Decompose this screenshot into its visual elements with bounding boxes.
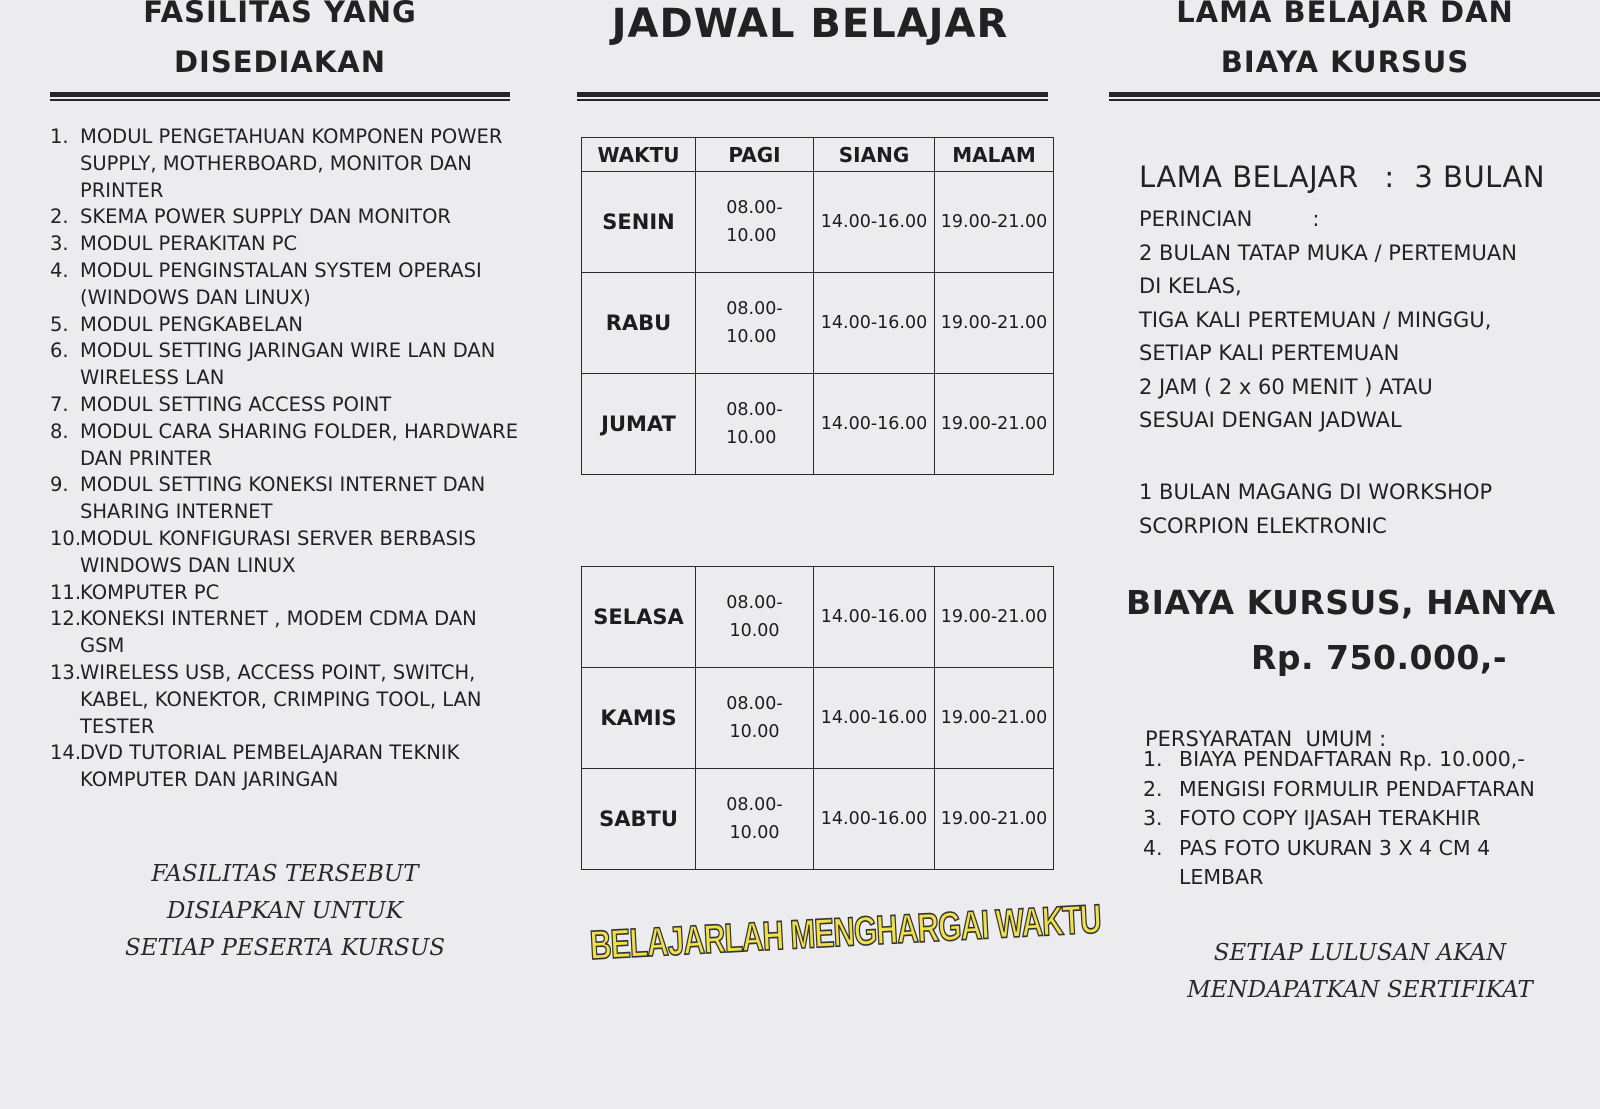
header-waktu: WAKTU <box>582 138 696 172</box>
day-cell: JUMAT <box>582 374 696 475</box>
pagi-cell: 08.00- 10.00 <box>696 668 814 769</box>
facilities-note <box>60 856 510 967</box>
detail-line: DI KELAS, <box>1139 274 1242 298</box>
siang-cell: 14.00-16.00 <box>814 273 935 374</box>
list-item: 10. MODUL KONFIGURASI SERVER BERBASIS WINDOWS DAN LINUX <box>50 526 477 577</box>
list-item: 1. BIAYA PENDAFTARAN Rp. 10.000,- <box>1143 747 1525 771</box>
fee-label: BIAYA KURSUS, HANYA <box>1126 583 1556 622</box>
header-pagi: PAGI <box>696 138 814 172</box>
malam-cell: 19.00-21.00 <box>935 668 1054 769</box>
table-header-row <box>582 138 1054 172</box>
list-item: 14. DVD TUTORIAL PEMBELAJARAN TEKNIK KOMPUTER DAN JARINGAN <box>50 741 460 792</box>
list-item: 3. FOTO COPY IJASAH TERAKHIR <box>1143 806 1481 830</box>
schedule-table-1 <box>581 137 1054 475</box>
day-cell: SABTU <box>582 769 696 870</box>
day-cell: SELASA <box>582 567 696 668</box>
siang-cell: 14.00-16.00 <box>814 668 935 769</box>
facilities-heading-line2: DISEDIAKAN <box>173 45 387 79</box>
list-item: 6. MODUL SETTING JARINGAN WIRE LAN DAN WIRELESS LAN <box>50 339 496 390</box>
list-item: 13. WIRELESS USB, ACCESS POINT, SWITCH, KABEL, KONEKTOR, CRIMPING TOOL, LAN TESTER <box>50 660 482 738</box>
malam-cell: 19.00-21.00 <box>935 769 1054 870</box>
siang-cell: 14.00-16.00 <box>814 374 935 475</box>
malam-cell: 19.00-21.00 <box>935 567 1054 668</box>
facilities-divider <box>50 92 510 97</box>
schedule-table-2 <box>581 566 1054 870</box>
list-item: 12. KONEKSI INTERNET , MODEM CDMA DAN GSM <box>50 607 477 658</box>
schedule-heading: JADWAL BELAJAR <box>611 1 1009 47</box>
siang-cell: 14.00-16.00 <box>814 172 935 273</box>
list-item: 2. SKEMA POWER SUPPLY DAN MONITOR <box>50 205 451 229</box>
duration-value: 3 BULAN <box>1414 160 1546 194</box>
day-cell: SENIN <box>582 172 696 273</box>
internship-line: SCORPION ELEKTRONIC <box>1139 513 1387 538</box>
malam-cell: 19.00-21.00 <box>935 172 1054 273</box>
internship-line: 1 BULAN MAGANG DI WORKSHOP <box>1139 480 1493 504</box>
malam-cell: 19.00-21.00 <box>935 273 1054 374</box>
duration-heading-line2: BIAYA KURSUS <box>1220 45 1470 79</box>
list-item: 11. KOMPUTER PC <box>50 580 220 604</box>
table-row <box>582 172 1054 273</box>
pagi-cell: 08.00- 10.00 <box>696 172 814 273</box>
table-row <box>582 374 1054 475</box>
list-item: 4. MODUL PENGINSTALAN SYSTEM OPERASI (WINDOWS DAN LINUX) <box>50 258 482 309</box>
fee-value: Rp. 750.000,- <box>1251 638 1508 677</box>
siang-cell: 14.00-16.00 <box>814 769 935 870</box>
day-cell: RABU <box>582 273 696 374</box>
pagi-cell: 08.00- 10.00 <box>696 273 814 374</box>
detail-line: SESUAI DENGAN JADWAL <box>1139 408 1402 432</box>
pagi-cell: 08.00- 10.00 <box>696 374 814 475</box>
list-item: 5. MODUL PENGKABELAN <box>50 312 304 336</box>
facilities-heading-line1: FASILITAS YANG <box>143 0 417 29</box>
certificate-note <box>1130 935 1590 1009</box>
duration-divider <box>1109 92 1600 97</box>
pagi-cell: 08.00- 10.00 <box>696 567 814 668</box>
header-siang: SIANG <box>814 138 935 172</box>
note-line: DISIAPKAN UNTUK <box>166 898 404 924</box>
list-item: 2. MENGISI FORMULIR PENDAFTARAN <box>1143 776 1535 801</box>
note-line: SETIAP LULUSAN AKAN <box>1213 940 1507 966</box>
motto-wordart: BELAJARLAH MENGHARGAI WAKTU <box>588 897 1102 969</box>
detail-line: 2 JAM ( 2 x 60 MENIT ) ATAU <box>1139 374 1433 399</box>
duration-label: LAMA BELAJAR <box>1139 160 1359 194</box>
requirements-title: PERSYARATAN UMUM : <box>1145 727 1387 751</box>
duration-heading-line1: LAMA BELAJAR DAN <box>1176 0 1514 29</box>
list-item: 3. MODUL PERAKITAN PC <box>50 232 298 256</box>
malam-cell: 19.00-21.00 <box>935 374 1054 475</box>
table-row <box>582 769 1054 870</box>
detail-line: TIGA KALI PERTEMUAN / MINGGU, <box>1139 307 1492 332</box>
day-cell: KAMIS <box>582 668 696 769</box>
facilities-list <box>50 124 520 794</box>
schedule-divider <box>577 92 1048 97</box>
list-item: 1. MODUL PENGETAHUAN KOMPONEN POWER SUPPLY, MOTHERBOARD, MONITOR DAN PRINTER <box>50 125 503 202</box>
study-duration <box>1139 160 1545 194</box>
details-block <box>1139 203 1517 438</box>
list-item: 7. MODUL SETTING ACCESS POINT <box>50 392 392 416</box>
duration-separator: : <box>1384 160 1395 194</box>
table-row <box>582 273 1054 374</box>
note-line: MENDAPATKAN SERTIFIKAT <box>1187 977 1533 1003</box>
list-item: 9. MODUL SETTING KONEKSI INTERNET DAN SHARING INTERNET <box>50 473 486 524</box>
internship-block <box>1139 476 1492 543</box>
detail-line: SETIAP KALI PERTEMUAN <box>1139 341 1400 365</box>
detail-line: 2 BULAN TATAP MUKA / PERTEMUAN <box>1139 240 1517 265</box>
note-line: FASILITAS TERSEBUT <box>151 861 419 887</box>
siang-cell: 14.00-16.00 <box>814 567 935 668</box>
table-row <box>582 567 1054 668</box>
pagi-cell: 08.00- 10.00 <box>696 769 814 870</box>
perincian-line: PERINCIAN : <box>1139 207 1320 231</box>
list-item: 8. MODUL CARA SHARING FOLDER, HARDWARE DAN PRINTER <box>50 419 519 470</box>
requirements-list <box>1143 745 1593 893</box>
list-item: 4. PAS FOTO UKURAN 3 X 4 CM 4 LEMBAR <box>1143 835 1491 889</box>
table-row <box>582 668 1054 769</box>
header-malam: MALAM <box>935 138 1054 172</box>
note-line: SETIAP PESERTA KURSUS <box>124 935 446 961</box>
